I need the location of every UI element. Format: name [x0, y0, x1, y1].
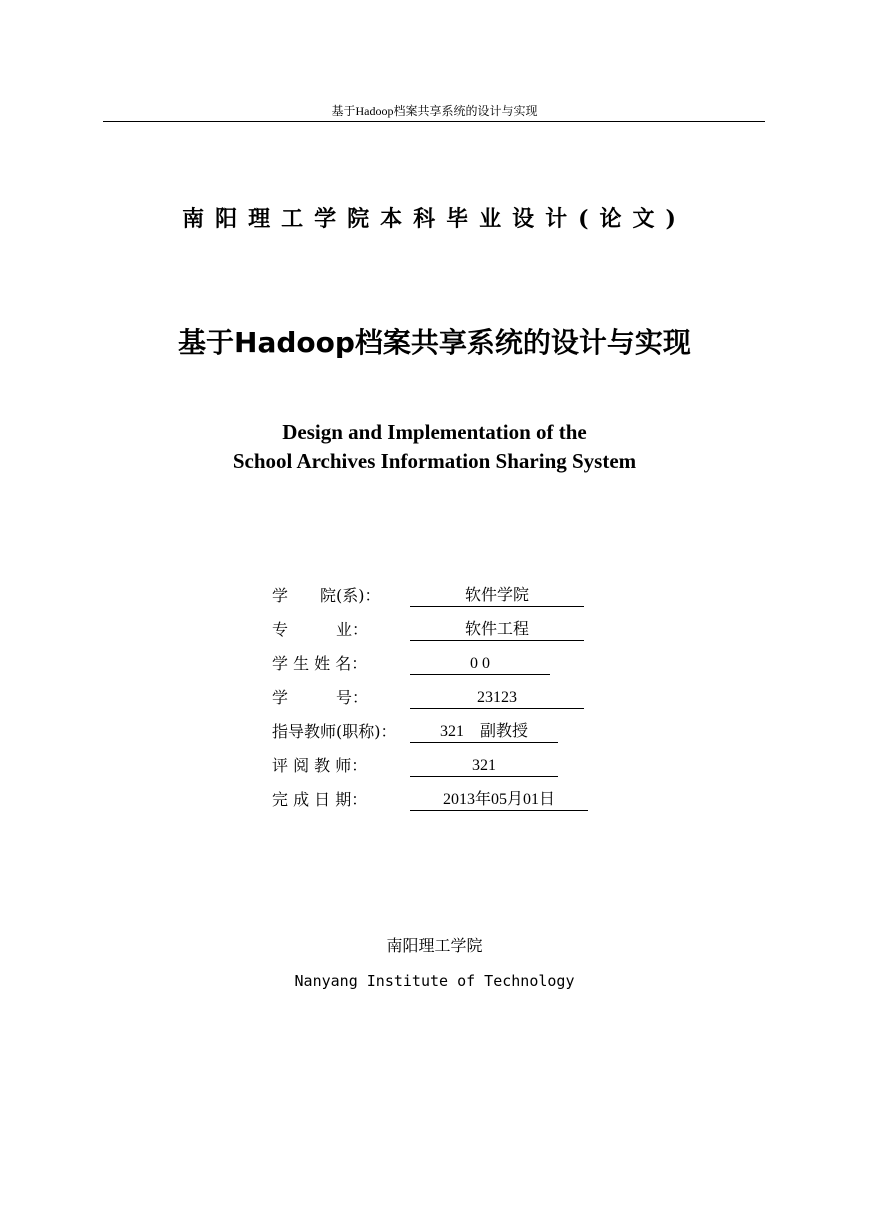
header-rule — [103, 121, 765, 122]
reviewer-label: 评 阅 教 师： — [272, 756, 368, 775]
info-row-major — [272, 618, 612, 652]
student-name-value: 0 0 — [410, 652, 550, 675]
advisor-label: 指导教师(职称)： — [272, 722, 397, 741]
running-header: 基于Hadoop档案共享系统的设计与实现 — [331, 104, 538, 118]
thesis-title-en-line2: School Archives Information Sharing System — [232, 449, 637, 473]
major-value: 软件工程 — [410, 618, 584, 641]
student-name-label: 学 生 姓 名： — [272, 654, 368, 673]
thesis-info-table — [272, 584, 612, 822]
student-id-value: 23123 — [410, 686, 584, 709]
info-row-college — [272, 584, 612, 618]
college-label: 学 院(系)： — [272, 586, 381, 605]
info-row-completion-date — [272, 788, 612, 822]
advisor-value: 321 副教授 — [410, 720, 558, 743]
thesis-title-en — [0, 418, 869, 476]
info-row-student-id — [272, 686, 612, 720]
university-thesis-heading: 南阳理工学院本科毕业设计(论文) — [182, 206, 687, 232]
institution-name-zh: 南阳理工学院 — [386, 936, 483, 955]
thesis-title-zh: 基于Hadoop档案共享系统的设计与实现 — [178, 326, 691, 359]
institution-name-en: Nanyang Institute of Technology — [294, 972, 575, 990]
info-row-reviewer — [272, 754, 612, 788]
college-value: 软件学院 — [410, 584, 584, 607]
thesis-title-en-line1: Design and Implementation of the — [282, 420, 587, 444]
completion-date-value: 2013年05月01日 — [410, 788, 588, 811]
info-row-student-name — [272, 652, 612, 686]
reviewer-value: 321 — [410, 754, 558, 777]
major-label: 专 业： — [272, 620, 369, 639]
info-row-advisor — [272, 720, 612, 754]
student-id-label: 学 号： — [272, 688, 369, 707]
completion-date-label: 完 成 日 期： — [272, 790, 368, 809]
